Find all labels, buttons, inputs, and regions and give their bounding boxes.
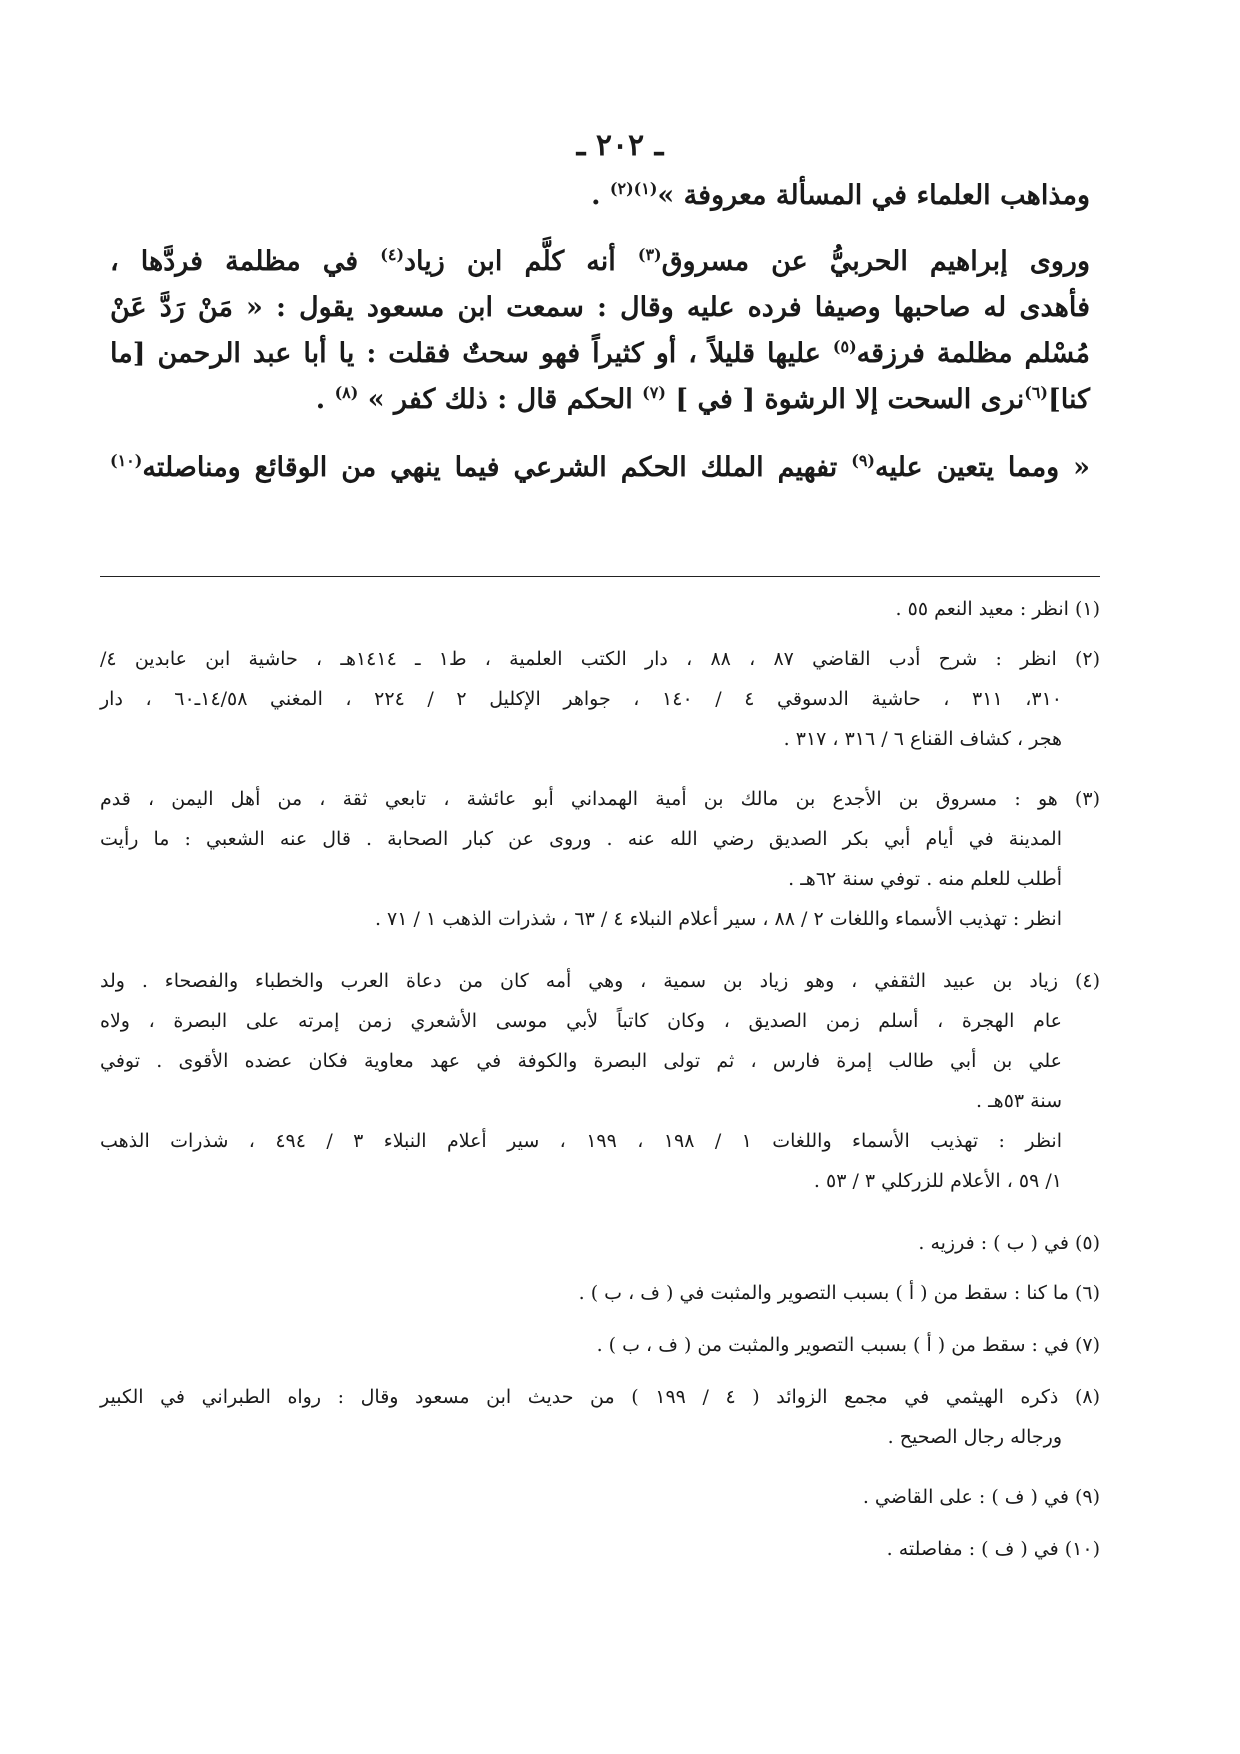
main-line-3: فأهدى له صاحبها وصيفا فرده عليه وقال : سمعت ابن مسعود يقول : « مَنْ رَدَّ عَنْ bbox=[110, 292, 1090, 323]
main-line-4 bbox=[110, 338, 1090, 369]
footnote-ref-3: (٣) bbox=[637, 245, 662, 264]
footnote-4-line-1: (٤) زياد بن عبيد الثقفي ، وهو زياد بن سمية ، وهي أمه كان من دعاة العرب والخطباء والفصحاء . ولد bbox=[100, 970, 1100, 992]
footnote-ref-10: (١٠) bbox=[110, 451, 143, 470]
main-line-5a: كنا] bbox=[1047, 384, 1090, 415]
main-line-2a: وروى إبراهيم الحربيُّ عن مسروق bbox=[661, 246, 1090, 277]
footnote-5: (٥) في ( ب ) : فرزيه . bbox=[918, 1232, 1100, 1254]
footnote-ref-1-2: (١)(٢) bbox=[609, 179, 658, 198]
footnote-2-line-2: ٣١٠، ٣١١ ، حاشية الدسوقي ٤ / ١٤٠ ، جواهر الإكليل ٢ / ٢٢٤ ، المغني ١٤/٥٨ـ٦٠ ، دار bbox=[100, 688, 1063, 710]
main-line-5d: . bbox=[315, 384, 335, 415]
main-line-4b: عليها قليلاً ، أو كثيراً فهو سحتٌ فقلت : يا أبا عبد الرحمن [ما bbox=[110, 338, 821, 369]
footnote-9: (٩) في ( ف ) : على القاضي . bbox=[862, 1486, 1100, 1508]
main-line-1-text: ومذاهب العلماء في المسألة معروفة » bbox=[657, 180, 1090, 211]
main-line-2c: في مظلمة فردَّها ، bbox=[110, 246, 359, 277]
footnote-4-line-6: ١/ ٥٩ ، الأعلام للزركلي ٣ / ٥٣ . bbox=[813, 1170, 1062, 1192]
footnote-4-line-2: عام الهجرة ، أسلم زمن الصديق ، وكان كاتباً لأبي موسى الأشعري زمن إمرته على البصرة ، ولاه bbox=[100, 1010, 1062, 1032]
footnote-ref-7: (٧) bbox=[642, 383, 666, 402]
footnote-ref-8: (٨) bbox=[334, 383, 359, 402]
main-line-2 bbox=[110, 246, 1090, 277]
footnote-4-line-3: علي بن أبي طالب إمرة فارس ، ثم تولى البصرة والكوفة في عهد معاوية فكان عضده الأقوى . توفي bbox=[100, 1050, 1062, 1072]
footnote-2-line-1: (٢) انظر : شرح أدب القاضي ٨٧ ، ٨٨ ، دار الكتب العلمية ، ط١ ـ ١٤١٤هـ ، حاشية ابن عابدين ٤/ bbox=[100, 648, 1100, 670]
footnote-ref-4: (٤) bbox=[380, 245, 405, 264]
main-line-5b: نرى السحت إلا الرشوة [ في ] bbox=[675, 384, 1025, 415]
footnote-7: (٧) في : سقط من ( أ ) بسبب التصوير والمثبت من ( ف ، ب ) . bbox=[596, 1334, 1100, 1356]
footnote-3-line-1: (٣) هو : مسروق بن الأجدع بن مالك بن أمية الهمداني أبو عائشة ، تابعي ثقة ، من أهل اليمن ، قدم bbox=[100, 788, 1100, 810]
footnote-4-line-5: انظر : تهذيب الأسماء واللغات ١ / ١٩٨ ، ١٩٩ ، سير أعلام النبلاء ٣ / ٤٩٤ ، شذرات الذهب bbox=[100, 1130, 1062, 1152]
main-line-6a: « ومما يتعين عليه bbox=[875, 452, 1090, 483]
main-line-5c: الحكم قال : ذلك كفر » bbox=[367, 384, 633, 415]
footnote-8-line-2: ورجاله رجال الصحيح . bbox=[887, 1426, 1062, 1448]
footnote-10: (١٠) في ( ف ) : مفاصلته . bbox=[886, 1538, 1100, 1560]
main-line-4a: مُسْلم مظلمة فرزقه bbox=[856, 338, 1090, 369]
main-line-1-end: . bbox=[591, 180, 610, 211]
footnote-ref-9: (٩) bbox=[851, 451, 875, 470]
footnote-ref-5: (٥) bbox=[832, 337, 857, 356]
main-line-5 bbox=[110, 384, 1090, 415]
footnote-3-line-4: انظر : تهذيب الأسماء واللغات ٢ / ٨٨ ، سير أعلام النبلاء ٤ / ٦٣ ، شذرات الذهب ١ / ٧١ . bbox=[374, 908, 1062, 930]
footnote-3-line-3: أطلب للعلم منه . توفي سنة ٦٢هـ . bbox=[788, 868, 1062, 890]
footnote-separator bbox=[100, 576, 1100, 577]
footnote-2-line-3: هجر ، كشاف القناع ٦ / ٣١٦ ، ٣١٧ . bbox=[783, 728, 1062, 750]
footnote-4-line-4: سنة ٥٣هـ . bbox=[976, 1090, 1062, 1112]
footnote-1: (١) انظر : معيد النعم ٥٥ . bbox=[895, 598, 1100, 620]
footnote-8-line-1: (٨) ذكره الهيثمي في مجمع الزوائد ( ٤ / ١٩٩ ) من حديث ابن مسعود وقال : رواه الطبراني في الكبير bbox=[100, 1386, 1101, 1408]
main-line-6b: تفهيم الملك الحكم الشرعي فيما ينهي من الوقائع ومناصلته bbox=[142, 452, 838, 483]
main-line-2b: أنه كلَّم ابن زياد bbox=[404, 246, 616, 277]
main-line-6 bbox=[110, 452, 1090, 483]
main-line-1 bbox=[110, 180, 1090, 211]
footnote-3-line-2: المدينة في أيام أبي بكر الصديق رضي الله عنه . وروى عن كبار الصحابة . قال عنه الشعبي : ما رأيت bbox=[100, 828, 1062, 850]
page-number: ـ ٢٠٢ ـ bbox=[576, 128, 664, 163]
footnote-ref-6: (٦) bbox=[1024, 383, 1048, 402]
footnote-6: (٦) ما كنا : سقط من ( أ ) بسبب التصوير والمثبت في ( ف ، ب ) . bbox=[578, 1282, 1100, 1304]
